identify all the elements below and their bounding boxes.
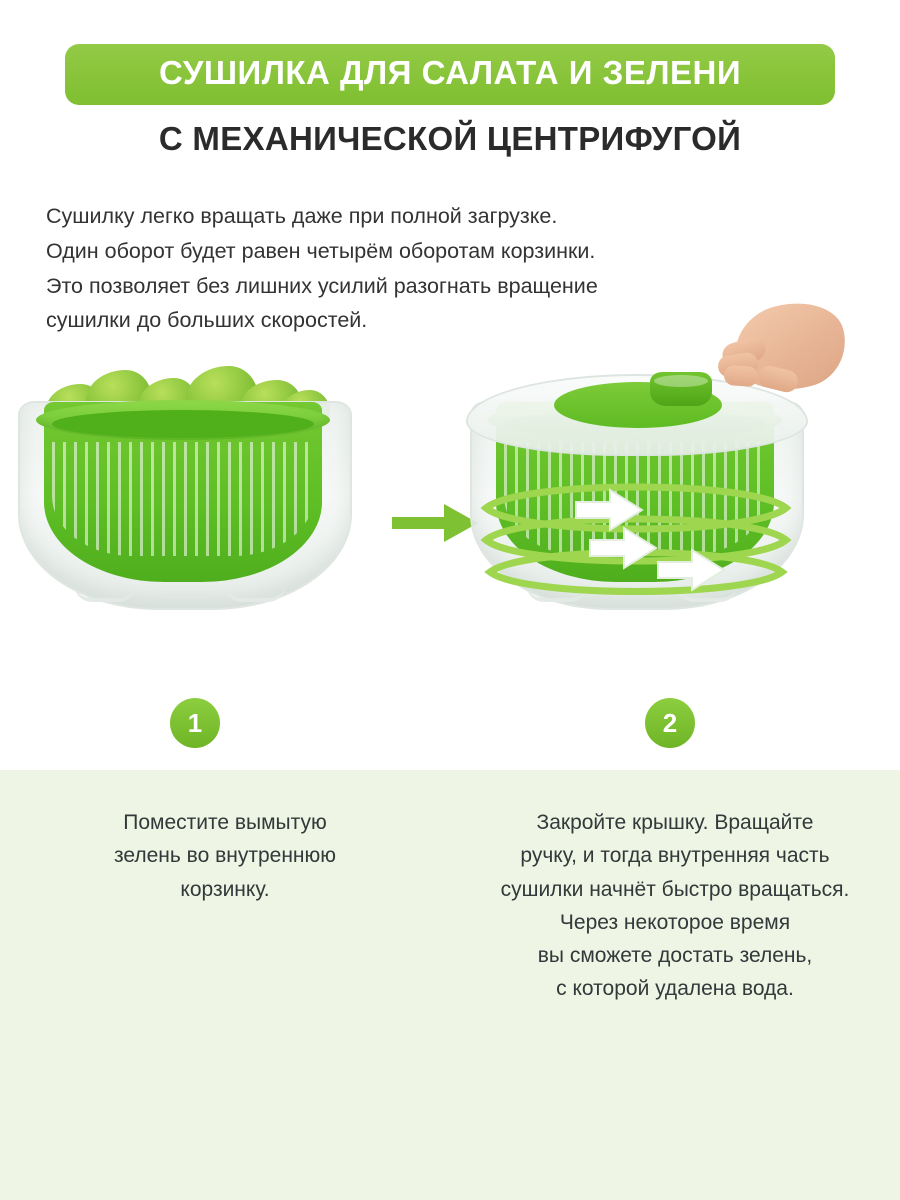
caption-line: Поместите вымытую [123, 811, 327, 835]
intro-text [46, 199, 806, 338]
intro-line-2: Один оборот будет равен четырём оборотам корзинки. [46, 238, 596, 263]
illustration-area [0, 360, 900, 690]
header [0, 0, 900, 157]
caption-line: сушилки начнёт быстро вращаться. [500, 877, 850, 901]
salad-spinner-open [18, 360, 348, 610]
bowl-foot-right [676, 584, 738, 602]
step-badges [0, 698, 900, 770]
spinner-knob[interactable] [650, 372, 712, 406]
hand-finger [723, 365, 758, 387]
caption-line: Закройте крышку. Вращайте [536, 811, 814, 835]
page-title: СУШИЛКА ДЛЯ САЛАТА И ЗЕЛЕНИ [158, 54, 742, 91]
caption-line: Через некоторое время [559, 910, 791, 934]
bowl-foot-left [74, 584, 136, 602]
caption-line: ручку, и тогда внутренняя часть [520, 844, 830, 868]
transition-arrow-icon [392, 500, 478, 546]
caption-line: зелень во внутреннюю [113, 844, 337, 868]
bowl-foot-left [526, 584, 588, 602]
step-badge-1: 1 [170, 698, 220, 748]
step-badge-2: 2 [645, 698, 695, 748]
step-captions [0, 770, 900, 1200]
intro-line-3: Это позволяет без лишних усилий разогнать вращение [46, 273, 598, 298]
step-1-image [18, 360, 378, 610]
bowl-foot-right [224, 584, 286, 602]
intro-line-4: сушилки до больших скоростей. [46, 308, 368, 333]
step-1-caption [0, 806, 450, 1200]
step-2-image [470, 360, 870, 610]
hand-icon [706, 296, 856, 416]
title-banner [65, 44, 835, 105]
caption-line: с которой удалена вода. [556, 977, 794, 1001]
caption-line: вы сможете достать зелень, [537, 943, 813, 967]
salad-spinner-closed [470, 360, 800, 610]
page-subtitle: С МЕХАНИЧЕСКОЙ ЦЕНТРИФУГОЙ [158, 119, 742, 157]
intro-line-1: Сушилку легко вращать даже при полной загрузке. [46, 203, 558, 228]
step-2-caption [450, 806, 900, 1200]
caption-line: корзинку. [180, 877, 270, 901]
